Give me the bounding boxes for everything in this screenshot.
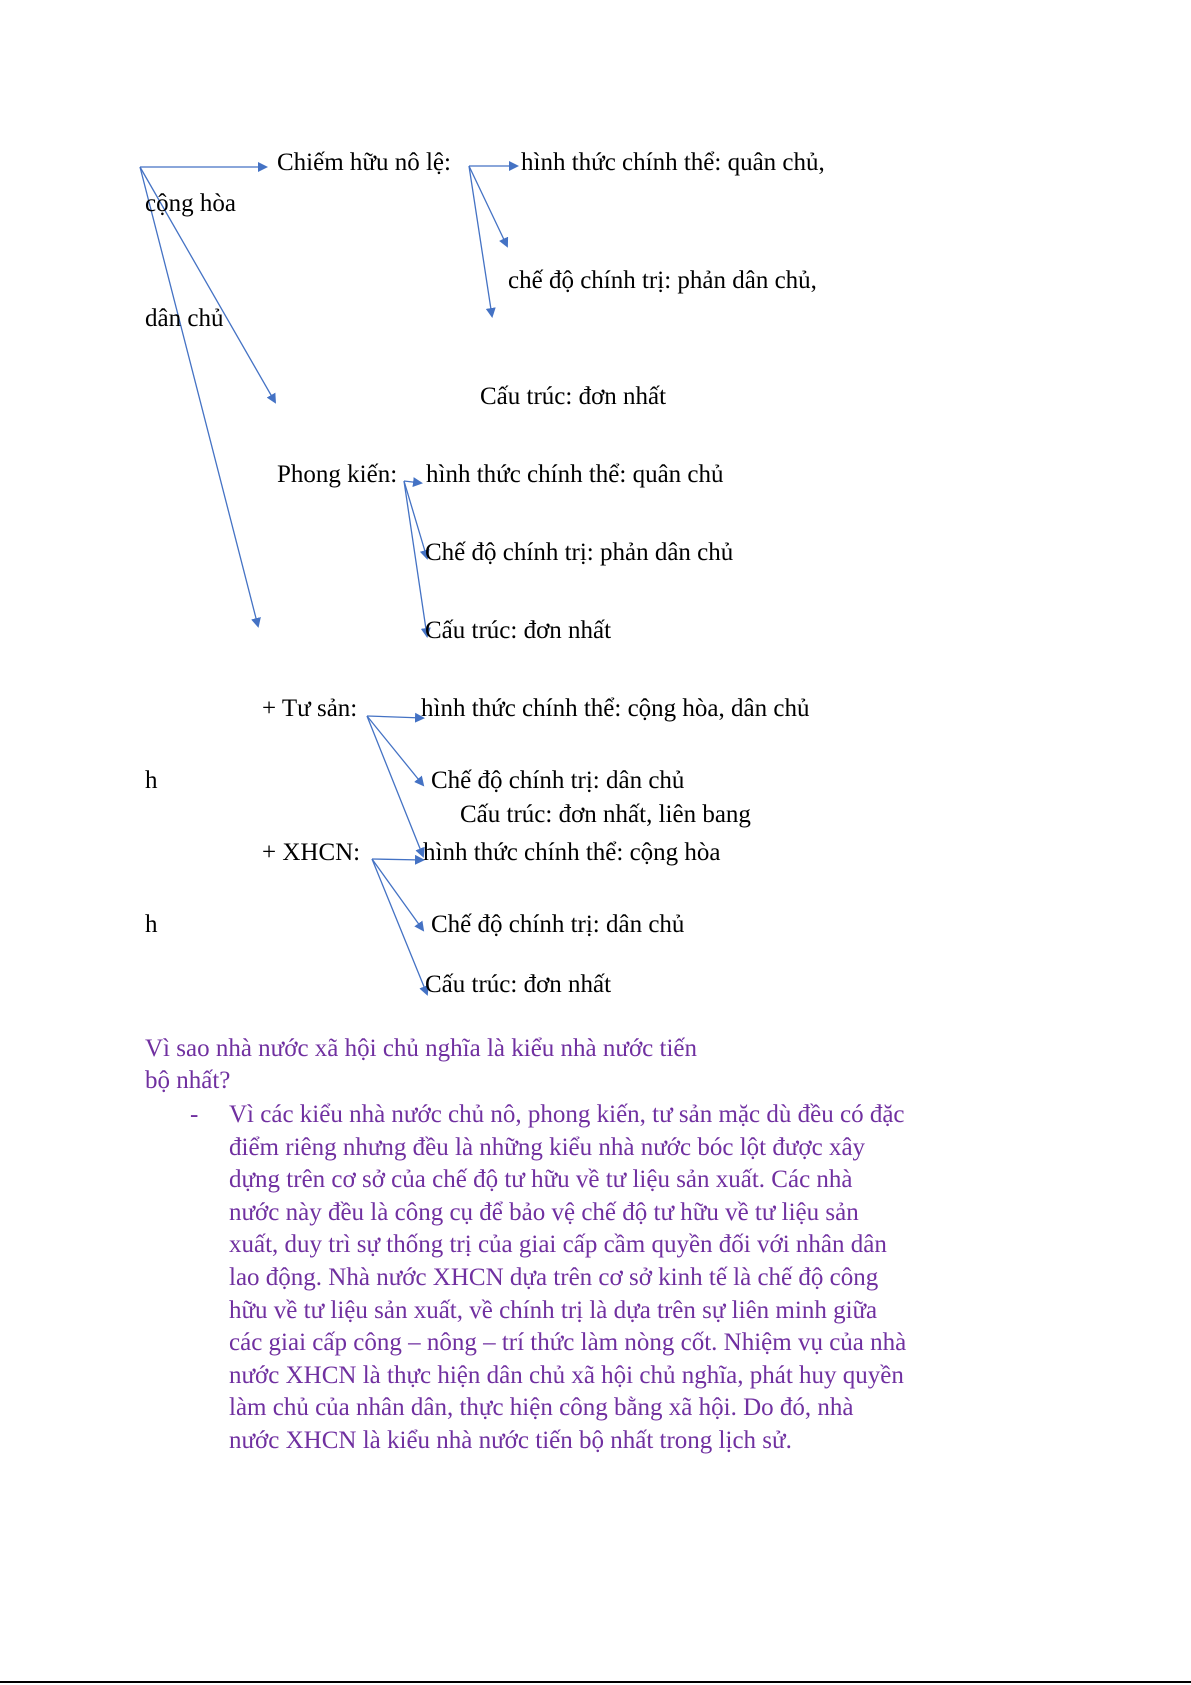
arrow-root-tusan: [140, 167, 258, 626]
chiem-cong-hoa: cộng hòa: [145, 190, 236, 217]
xhcn-che-do: Chế độ chính trị: dân chủ: [431, 911, 685, 938]
arrow-pk-cautruc: [404, 481, 427, 636]
xhcn-label: + XHCN:: [262, 839, 361, 866]
phong-kien-label: Phong kiến:: [277, 461, 398, 488]
pk-cau-truc: Cấu trúc: đơn nhất: [425, 617, 612, 644]
answer-paragraph: Vì các kiểu nhà nước chủ nô, phong kiến, tư sản mặc dù đều có đặc điểm riêng nhưng đều là những kiểu nhà nước bóc lột được xây dựng trên cơ sở của chế độ tư hữu về tư liệu sản xuất. Các nhà nước này đều là công cụ để bảo vệ chế độ tư hữu về tư liệu sản xuất, duy trì sự thống trị của giai cấp cầm quyền đối với nhân dân lao động. Nhà nước XHCN dựa trên cơ sở kinh tế là chế độ công hữu về tư liệu sản xuất, về chính trị là dựa trên sự liên minh giữa các giai cấp công – nông – trí thức làm nòng cốt. Nhiệm vụ của nhà nước XHCN là thực hiện dân chủ xã hội chủ nghĩa, phát huy quyền làm chủ của nhân dân, thực hiện công bằng xã hội. Do đó, nhà nước XHCN là kiểu nhà nước tiến bộ nhất trong lịch sử.: [229, 1101, 907, 1454]
chiem-che-do: chế độ chính trị: phản dân chủ,: [508, 267, 817, 294]
ts-che-do: Chế độ chính trị: dân chủ: [431, 767, 685, 794]
ts-hinh-thuc: hình thức chính thể: cộng hòa, dân chủ: [421, 695, 810, 722]
arrow-pk-chedo: [404, 481, 427, 558]
pk-hinh-thuc: hình thức chính thể: quân chủ: [426, 461, 724, 488]
arrow-ts-hinhthuc: [367, 716, 423, 718]
xhcn-hinh-thuc: hình thức chính thể: cộng hòa: [423, 839, 721, 866]
chiem-hinh-thuc: hình thức chính thể: quân chủ,: [521, 149, 825, 176]
page-bottom-rule: [0, 1681, 1191, 1683]
bullet-dash: -: [190, 1101, 199, 1128]
xhcn-cau-truc: Cấu trúc: đơn nhất: [425, 971, 612, 998]
arrow-xhcn-hinhthuc: [372, 859, 423, 860]
tu-san-label: + Tư sản:: [262, 695, 358, 722]
ts-cau-truc: Cấu trúc: đơn nhất, liên bang: [460, 801, 751, 828]
question-line-2: bộ nhất?: [145, 1067, 231, 1094]
arrow-ts-chedo: [367, 716, 423, 785]
ts-h: h: [145, 767, 158, 794]
arrow-chiem-cautruc: [469, 166, 492, 316]
arrow-pk-hinhthuc: [404, 481, 421, 483]
arrow-xhcn-cautruc: [372, 859, 427, 994]
xhcn-h: h: [145, 911, 158, 938]
arrow-ts-xhcn: [367, 716, 423, 856]
chiem-huu-label: Chiếm hữu nô lệ:: [277, 149, 451, 176]
question-line-1: Vì sao nhà nước xã hội chủ nghĩa là kiểu nhà nước tiến: [145, 1035, 698, 1062]
pk-che-do: Chế độ chính trị: phản dân chủ: [425, 539, 734, 566]
chiem-dan-chu: dân chủ: [145, 305, 224, 332]
arrow-xhcn-chedo: [372, 859, 423, 930]
chiem-cau-truc: Cấu trúc: đơn nhất: [480, 383, 667, 410]
